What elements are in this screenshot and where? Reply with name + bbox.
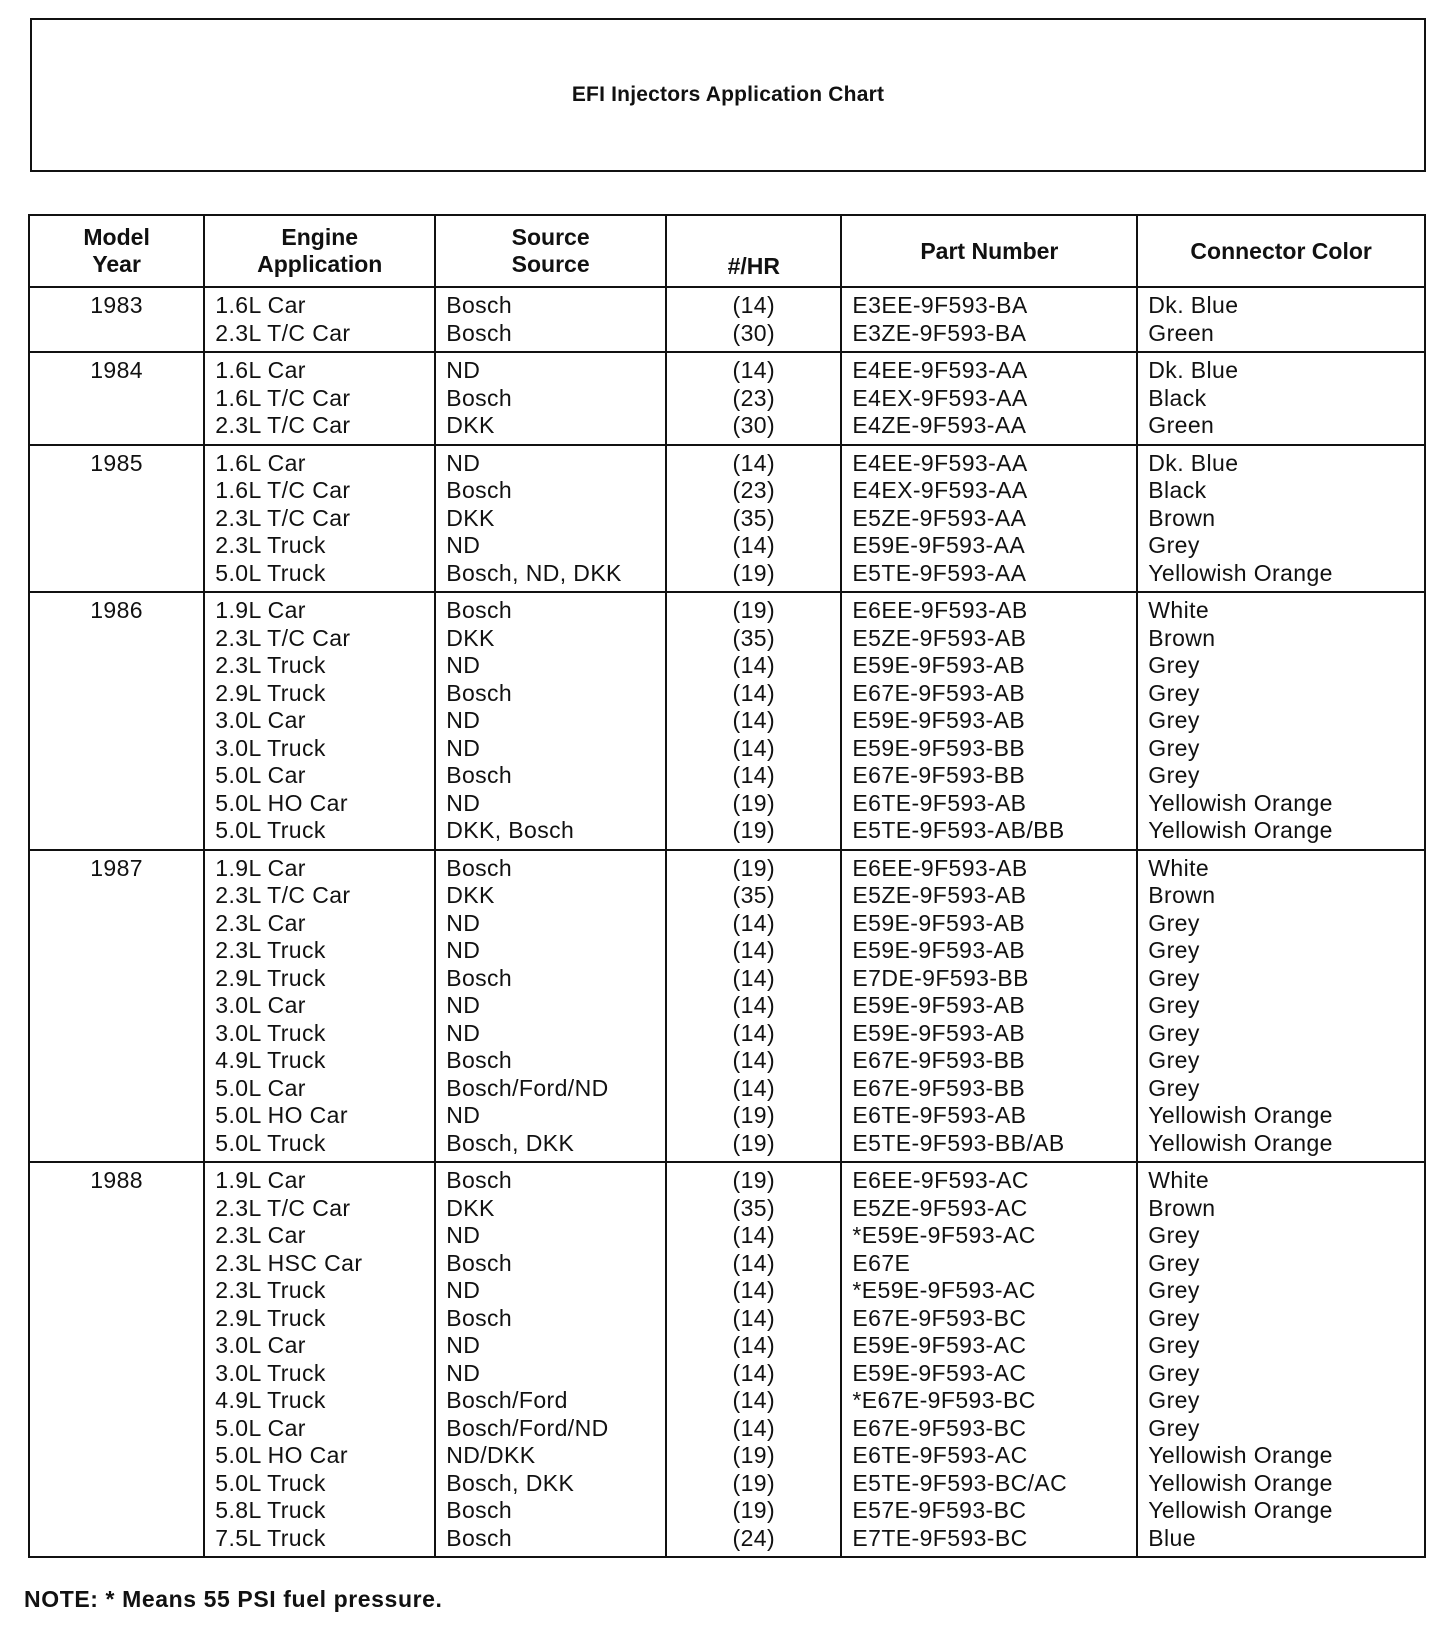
hr-value: (23) [732,384,776,411]
part-number-value: E5TE-9F593-AB/BB [852,817,1065,843]
part-number-value: E6EE-9F593-AB [852,854,1028,881]
header-part-number [841,215,1137,287]
hr-value: (30) [732,412,776,438]
source-cell [435,445,666,593]
model-year-cell: 1983 [29,287,204,352]
hr-value: (14) [732,652,776,678]
hr-value: (19) [732,817,776,843]
part-number-value: E67E-9F593-BB [852,1074,1026,1101]
source-value: DKK [446,412,495,438]
source-value: ND [446,1359,481,1386]
engine-value: 5.0L HO Car [215,1442,348,1468]
hr-value: (19) [732,1469,776,1496]
part-number-value: *E59E-9F593-AC [852,1222,1036,1248]
source-value: ND [446,734,481,761]
hr-value: (14) [732,1019,776,1046]
engine-value: 5.0L Truck [215,1469,326,1496]
source-value: Bosch [446,319,513,346]
source-value: Bosch/Ford/ND [446,1414,609,1441]
model-year-cell: 1984 [29,352,204,445]
part-number-value: E59E-9F593-AB [852,652,1026,678]
model-year-cell: 1988 [29,1162,204,1557]
engine-cell [204,592,435,850]
table-row [29,592,1425,850]
part-number-value: E5ZE-9F593-AC [852,1194,1028,1221]
title-box [30,18,1426,172]
source-value: ND [446,1102,481,1128]
connector-color-value: Yellowish Orange [1148,559,1333,586]
connector-color-value: Grey [1148,1047,1200,1073]
engine-value: 1.6L Car [215,449,306,476]
part-number-value: E59E-9F593-BB [852,734,1026,761]
source-value: ND [446,532,481,558]
part-number-value: E5ZE-9F593-AB [852,624,1027,651]
engine-value: 2.3L Truck [215,652,326,678]
source-value: Bosch [446,1047,513,1073]
engine-value: 2.3L T/C Car [215,319,351,346]
engine-value: 4.9L Truck [215,1387,326,1413]
header-model-year [29,215,204,287]
hr-value: (19) [732,789,776,816]
engine-value: 5.0L Truck [215,1129,326,1156]
connector-color-value: Brown [1148,624,1216,651]
source-value: Bosch/Ford/ND [446,1074,609,1101]
hr-value: (14) [732,449,776,476]
engine-value: 1.9L Car [215,854,306,881]
part-number-value: E3EE-9F593-BA [852,292,1028,318]
connector-color-value: White [1148,1167,1210,1193]
source-value: ND [446,1019,481,1046]
engine-value: 3.0L Truck [215,734,326,761]
part-number-value: E5ZE-9F593-AA [852,504,1027,531]
header-engine-label: Engine Application [257,224,383,277]
part-number-value: E59E-9F593-AA [852,532,1026,558]
hr-value: (14) [732,1277,776,1303]
connector-color-value: Grey [1148,707,1200,733]
page-title: EFI Injectors Application Chart [571,83,885,106]
connector-color-cell [1137,1162,1425,1557]
part-number-value: E6EE-9F593-AB [852,597,1028,623]
hr-value: (14) [732,707,776,733]
part-number-value: E59E-9F593-AB [852,937,1026,963]
engine-value: 7.5L Truck [215,1524,326,1551]
hr-value: (14) [732,734,776,761]
connector-color-value: Grey [1148,1074,1200,1101]
engine-value: 2.3L Car [215,1222,306,1248]
source-value: ND [446,937,481,963]
connector-color-value: Grey [1148,1387,1200,1413]
part-number-value: E6EE-9F593-AC [852,1167,1029,1193]
connector-color-value: Yellowish Orange [1148,789,1333,816]
hr-value: (14) [732,1414,776,1441]
source-value: ND [446,449,481,476]
source-cell [435,592,666,850]
engine-value: 1.6L Car [215,292,306,318]
hr-value: (14) [732,1332,776,1358]
source-value: ND/DKK [446,1442,536,1468]
hr-value: (14) [732,532,776,558]
part-number-value: E67E-9F593-AB [852,679,1026,706]
connector-color-value: Yellowish Orange [1148,1129,1333,1156]
part-number-value: E6TE-9F593-AB [852,789,1027,816]
part-number-value: E67E-9F593-BC [852,1414,1027,1441]
engine-value: 3.0L Car [215,707,306,733]
connector-color-value: Grey [1148,992,1200,1018]
connector-color-value: Grey [1148,679,1200,706]
connector-color-value: Black [1148,384,1207,411]
hr-value: (14) [732,762,776,788]
hr-value: (19) [732,1442,776,1468]
source-value: ND [446,992,481,1018]
part-number-value: E5TE-9F593-BB/AB [852,1129,1065,1156]
connector-color-value: Grey [1148,762,1200,788]
engine-value: 2.3L T/C Car [215,882,351,908]
part-number-value: *E59E-9F593-AC [852,1277,1036,1303]
part-number-value: E4EE-9F593-AA [852,357,1028,383]
connector-color-value: Dk. Blue [1148,357,1239,383]
source-value: ND [446,357,481,383]
source-value: Bosch [446,679,513,706]
part-number-value: E59E-9F593-AB [852,707,1026,733]
part-number-value: E59E-9F593-AB [852,909,1026,936]
connector-color-cell [1137,445,1425,593]
source-value: Bosch [446,292,513,318]
connector-color-value: Yellowish Orange [1148,1497,1333,1523]
engine-value: 2.3L T/C Car [215,412,351,438]
part-number-value: E4EX-9F593-AA [852,477,1028,503]
connector-color-value: Grey [1148,1414,1200,1441]
engine-cell [204,352,435,445]
engine-value: 5.0L Car [215,1074,306,1101]
part-number-value: E4EX-9F593-AA [852,384,1028,411]
engine-value: 2.9L Truck [215,1304,326,1331]
header-color-label: Connector Color [1190,237,1372,264]
engine-value: 3.0L Car [215,992,306,1018]
source-value: ND [446,1332,481,1358]
header-hr [666,215,841,287]
engine-value: 1.6L T/C Car [215,477,351,503]
connector-color-value: Brown [1148,882,1216,908]
source-value: DKK, Bosch [446,817,575,843]
connector-color-value: Yellowish Orange [1148,1442,1333,1468]
source-value: Bosch, DKK [446,1469,575,1496]
engine-value: 5.0L Truck [215,559,326,586]
part-number-value: E4EE-9F593-AA [852,449,1028,476]
hr-value: (14) [732,992,776,1018]
hr-value: (14) [732,1047,776,1073]
hr-cell [666,352,841,445]
part-number-value: E7TE-9F593-BC [852,1524,1028,1551]
hr-value: (24) [732,1524,776,1551]
connector-color-value: Grey [1148,1019,1200,1046]
connector-color-value: Grey [1148,532,1200,558]
connector-color-value: Black [1148,477,1207,503]
engine-value: 2.3L Truck [215,937,326,963]
engine-value: 3.0L Truck [215,1359,326,1386]
engine-value: 4.9L Truck [215,1047,326,1073]
table-body [29,287,1425,1557]
engine-value: 5.0L Car [215,1414,306,1441]
hr-value: (14) [732,679,776,706]
part-number-value: E59E-9F593-AC [852,1332,1027,1358]
source-value: Bosch [446,1167,513,1193]
part-number-cell [841,592,1137,850]
engine-cell [204,445,435,593]
footnote: NOTE: * Means 55 PSI fuel pressure. [24,1586,443,1612]
connector-color-value: Brown [1148,504,1216,531]
part-number-value: E59E-9F593-AB [852,1019,1026,1046]
source-value: Bosch [446,1249,513,1276]
source-value: DKK [446,504,495,531]
engine-value: 5.0L Truck [215,817,326,843]
source-value: Bosch [446,762,513,788]
connector-color-cell [1137,352,1425,445]
connector-color-value: White [1148,854,1210,881]
model-year-cell: 1987 [29,850,204,1163]
connector-color-value: Grey [1148,1249,1200,1276]
part-number-cell [841,1162,1137,1557]
connector-color-value: Grey [1148,1304,1200,1331]
hr-value: (14) [732,1359,776,1386]
part-number-value: E67E-9F593-BB [852,762,1026,788]
connector-color-value: Yellowish Orange [1148,1469,1333,1496]
connector-color-value: Grey [1148,1332,1200,1358]
header-source [435,215,666,287]
source-cell [435,850,666,1163]
engine-value: 2.3L Truck [215,1277,326,1303]
part-number-cell [841,287,1137,352]
model-year-cell: 1986 [29,592,204,850]
connector-color-value: Grey [1148,1359,1200,1386]
engine-value: 2.9L Truck [215,964,326,991]
source-value: DKK [446,1194,495,1221]
engine-value: 3.0L Truck [215,1019,326,1046]
hr-cell [666,287,841,352]
engine-value: 5.0L Car [215,762,306,788]
engine-value: 1.6L T/C Car [215,384,351,411]
hr-value: (14) [732,1222,776,1248]
engine-value: 2.3L Car [215,909,306,936]
hr-value: (19) [732,1102,776,1128]
hr-cell [666,850,841,1163]
header-row [29,215,1425,287]
table-row [29,287,1425,352]
source-value: Bosch [446,597,513,623]
part-number-value: E6TE-9F593-AC [852,1442,1028,1468]
part-number-value: *E67E-9F593-BC [852,1387,1036,1413]
hr-value: (19) [732,597,776,623]
connector-color-cell [1137,850,1425,1163]
part-number-value: E57E-9F593-BC [852,1497,1027,1523]
source-value: Bosch [446,477,513,503]
engine-value: 5.8L Truck [215,1497,326,1523]
part-number-value: E67E [852,1249,911,1276]
connector-color-cell [1137,287,1425,352]
engine-value: 5.0L HO Car [215,789,348,816]
source-cell [435,352,666,445]
source-value: ND [446,1222,481,1248]
header-model-year-label: Model Year [83,224,150,277]
hr-value: (35) [732,624,776,651]
hr-value: (14) [732,357,776,383]
table-row [29,445,1425,593]
engine-value: 1.6L Car [215,357,306,383]
source-value: ND [446,1277,481,1303]
engine-value: 2.3L Truck [215,532,326,558]
hr-value: (14) [732,937,776,963]
hr-value: (19) [732,854,776,881]
part-number-value: E5TE-9F593-BC/AC [852,1469,1068,1496]
connector-color-value: Blue [1148,1524,1196,1551]
table-row [29,1162,1425,1557]
hr-cell [666,592,841,850]
connector-color-cell [1137,592,1425,850]
engine-value: 2.3L T/C Car [215,504,351,531]
hr-value: (23) [732,477,776,503]
header-engine-application [204,215,435,287]
hr-value: (14) [732,1074,776,1101]
engine-value: 2.9L Truck [215,679,326,706]
part-number-value: E67E-9F593-BC [852,1304,1027,1331]
part-number-value: E7DE-9F593-BB [852,964,1029,991]
source-value: Bosch [446,964,513,991]
source-value: ND [446,789,481,816]
connector-color-value: Grey [1148,652,1200,678]
part-number-value: E5TE-9F593-AA [852,559,1027,586]
part-number-value: E3ZE-9F593-BA [852,319,1027,346]
connector-color-value: Grey [1148,964,1200,991]
source-value: Bosch [446,1304,513,1331]
connector-color-value: Green [1148,412,1215,438]
source-cell [435,1162,666,1557]
hr-value: (19) [732,1497,776,1523]
header-hr-label: #/HR [727,253,780,279]
source-value: ND [446,909,481,936]
hr-value: (14) [732,909,776,936]
connector-color-value: Dk. Blue [1148,292,1239,318]
hr-value: (14) [732,1304,776,1331]
source-value: Bosch [446,1497,513,1523]
part-number-value: E4ZE-9F593-AA [852,412,1027,438]
table-row [29,850,1425,1163]
connector-color-value: Grey [1148,909,1200,936]
connector-color-value: Yellowish Orange [1148,1102,1333,1128]
hr-cell [666,1162,841,1557]
source-value: Bosch [446,1524,513,1551]
source-value: Bosch [446,384,513,411]
source-value: ND [446,707,481,733]
engine-value: 2.3L HSC Car [215,1249,363,1276]
connector-color-value: Grey [1148,937,1200,963]
hr-value: (14) [732,292,776,318]
hr-value: (35) [732,882,776,908]
engine-value: 1.9L Car [215,597,306,623]
hr-cell [666,445,841,593]
connector-color-value: Green [1148,319,1215,346]
engine-value: 2.3L T/C Car [215,1194,351,1221]
hr-value: (19) [732,1129,776,1156]
part-number-cell [841,352,1137,445]
hr-value: (30) [732,319,776,346]
engine-cell [204,1162,435,1557]
engine-value: 5.0L HO Car [215,1102,348,1128]
part-number-value: E67E-9F593-BB [852,1047,1026,1073]
source-value: DKK [446,882,495,908]
source-value: Bosch, ND, DKK [446,559,622,586]
hr-value: (14) [732,964,776,991]
hr-value: (19) [732,559,776,586]
part-number-value: E6TE-9F593-AB [852,1102,1027,1128]
source-value: DKK [446,624,495,651]
header-part-label: Part Number [920,237,1059,264]
hr-value: (35) [732,1194,776,1221]
engine-value: 2.3L T/C Car [215,624,351,651]
engine-value: 3.0L Car [215,1332,306,1358]
connector-color-value: Yellowish Orange [1148,817,1333,843]
connector-color-value: Brown [1148,1194,1216,1221]
source-value: Bosch [446,854,513,881]
header-source-label: Source Source [511,224,590,277]
part-number-cell [841,850,1137,1163]
engine-cell [204,287,435,352]
part-number-cell [841,445,1137,593]
part-number-value: E5ZE-9F593-AB [852,882,1027,908]
hr-value: (35) [732,504,776,531]
hr-value: (19) [732,1167,776,1193]
engine-cell [204,850,435,1163]
table-row [29,352,1425,445]
hr-value: (14) [732,1387,776,1413]
source-cell [435,287,666,352]
header-connector-color [1137,215,1425,287]
connector-color-value: Dk. Blue [1148,449,1239,476]
source-value: Bosch, DKK [446,1129,575,1156]
source-value: ND [446,652,481,678]
engine-value: 1.9L Car [215,1167,306,1193]
connector-color-value: White [1148,597,1210,623]
injector-table [28,214,1426,1558]
source-value: Bosch/Ford [446,1387,568,1413]
connector-color-value: Grey [1148,734,1200,761]
part-number-value: E59E-9F593-AC [852,1359,1027,1386]
connector-color-value: Grey [1148,1277,1200,1303]
connector-color-value: Grey [1148,1222,1200,1248]
model-year-cell: 1985 [29,445,204,593]
part-number-value: E59E-9F593-AB [852,992,1026,1018]
hr-value: (14) [732,1249,776,1276]
